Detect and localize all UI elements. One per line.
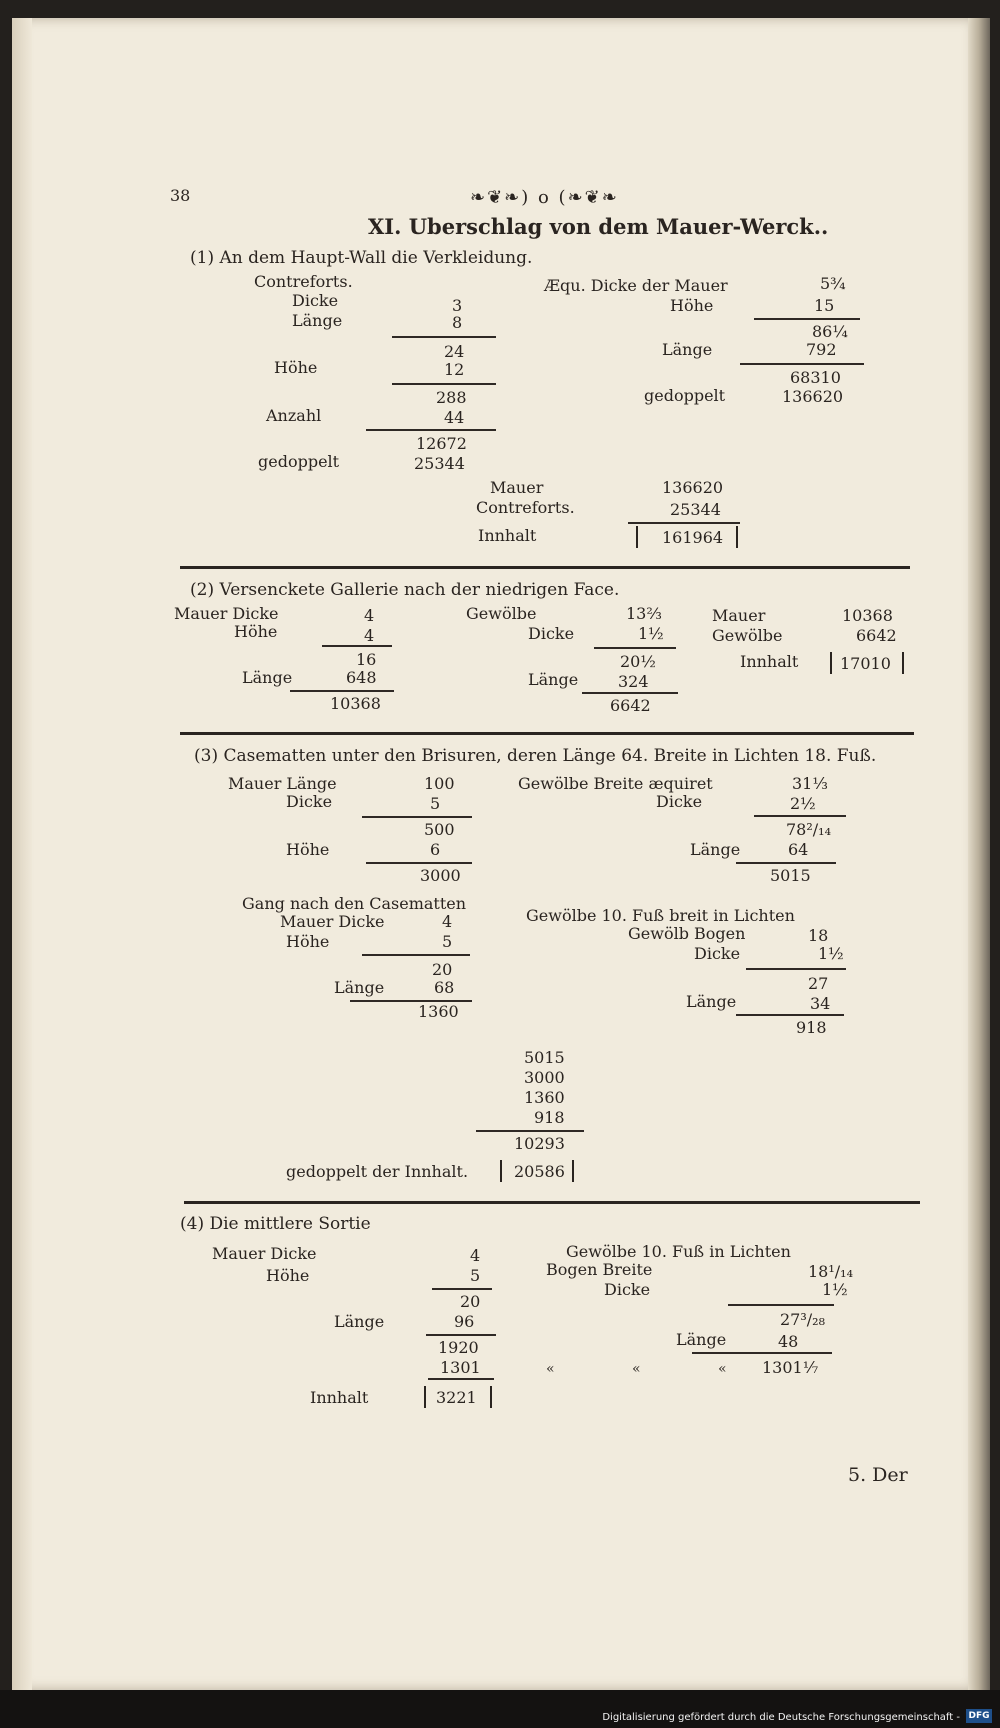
l-value: 96	[454, 1312, 475, 1331]
laenge2-value: 792	[806, 340, 837, 359]
contreforts2-value: 25344	[670, 500, 721, 519]
result: 10368	[330, 694, 381, 713]
innhalt-label: Innhalt	[478, 526, 537, 545]
result: 288	[436, 388, 467, 407]
ditto-mark: «	[632, 1361, 641, 1377]
l-value: 648	[346, 668, 377, 687]
catchword: 5. Der	[848, 1464, 908, 1486]
contreforts2-label: Contreforts.	[476, 498, 575, 517]
mauer-value: 136620	[662, 478, 724, 497]
h2-label: Höhe	[286, 932, 330, 951]
ml-value: 100	[424, 774, 455, 793]
anzahl-label: Anzahl	[266, 406, 322, 425]
l-label: Länge	[334, 1312, 385, 1331]
rule	[362, 954, 470, 956]
anzahl-value: 44	[444, 408, 465, 427]
innhalt-label: Innhalt	[310, 1388, 369, 1407]
rule	[728, 1304, 834, 1306]
rule	[736, 862, 836, 864]
d3-label: Dicke	[694, 944, 741, 963]
result: 918	[796, 1018, 827, 1037]
h-label: Höhe	[286, 840, 330, 859]
footer-credit: Digitalisierung gefördert durch die Deutsche Forschungsgemeinschaft -	[602, 1712, 960, 1723]
hoehe-value: 12	[444, 360, 465, 379]
d2-value: 2½	[790, 794, 816, 813]
result: 1301⅐	[762, 1358, 819, 1377]
rule	[366, 862, 472, 864]
gang-label: Gang nach den Casematten	[242, 894, 467, 913]
result: 27	[808, 974, 829, 993]
result: 500	[424, 820, 455, 839]
sum-item: 918	[534, 1108, 565, 1127]
gedoppelt-value: 25344	[414, 454, 465, 473]
d2-label: Dicke	[656, 792, 703, 811]
dicke-value: 3	[452, 296, 463, 315]
h-value: 4	[364, 626, 375, 645]
page-title: XI. Uberschlag von dem Mauer-Werck..	[368, 214, 829, 239]
sum-item: 3000	[524, 1068, 565, 1087]
page-number: 38	[170, 186, 191, 205]
l3-value: 34	[810, 994, 831, 1013]
l2-label: Länge	[334, 978, 385, 997]
result: 12672	[416, 434, 467, 453]
contreforts-label: Contreforts.	[254, 272, 353, 291]
result: 68310	[790, 368, 841, 387]
hoehe-label: Höhe	[274, 358, 318, 377]
d-value: 5	[430, 794, 441, 813]
gedoppelt-label: gedoppelt der Innhalt.	[286, 1162, 469, 1181]
gb-label: Gewölb Bogen	[628, 924, 746, 943]
sec3-heading: (3) Casematten unter den Brisuren, deren Länge 64. Breite in Lichten 18. Fuß.	[194, 746, 877, 766]
result: 6642	[610, 696, 651, 715]
section-divider	[180, 566, 910, 569]
aequ-value: 5¾	[820, 274, 846, 293]
md-label: Mauer Dicke	[212, 1244, 317, 1263]
rule	[628, 522, 740, 524]
rule	[322, 645, 392, 647]
d-label: Dicke	[286, 792, 333, 811]
rule	[582, 692, 678, 694]
mauer-label: Mauer	[712, 606, 766, 625]
innhalt-label: Innhalt	[740, 652, 799, 671]
ditto-mark: «	[718, 1361, 727, 1377]
rule	[428, 1378, 494, 1380]
ditto-mark: «	[546, 1361, 555, 1377]
result: 20	[432, 960, 453, 979]
dicke-label: Dicke	[292, 291, 339, 310]
rule	[362, 816, 472, 818]
sec2-heading: (2) Versenckete Gallerie nach der niedrigen Face.	[190, 580, 620, 600]
hoehe2-value: 15	[814, 296, 835, 315]
rule	[754, 318, 860, 320]
mauer-label: Mauer	[490, 478, 544, 497]
result: 24	[444, 342, 465, 361]
g10-label: Gewölbe 10. Fuß in Lichten	[566, 1242, 791, 1261]
gb-value: 18	[808, 926, 829, 945]
innhalt-value: 17010	[840, 654, 891, 673]
rule	[432, 1288, 492, 1290]
rule	[476, 1130, 584, 1132]
laenge2-label: Länge	[662, 340, 713, 359]
gedoppelt2-value: 136620	[782, 387, 844, 406]
rule	[692, 1352, 832, 1354]
rule	[736, 1014, 844, 1016]
d-value: 1½	[638, 624, 664, 643]
g10-label: Gewölbe 10. Fuß breit in Lichten	[526, 906, 795, 925]
bb-value: 18¹/₁₄	[808, 1262, 853, 1281]
rule	[392, 383, 496, 385]
gedoppelt2-label: gedoppelt	[644, 386, 726, 405]
result: 5015	[770, 866, 811, 885]
rule	[366, 429, 496, 431]
result: 1301	[440, 1358, 481, 1377]
l-value: 64	[788, 840, 809, 859]
ml-label: Mauer Länge	[228, 774, 337, 793]
dfg-logo: DFG	[966, 1709, 992, 1723]
d-label: Dicke	[604, 1280, 651, 1299]
result: 1920	[438, 1338, 479, 1357]
result: 3000	[420, 866, 461, 885]
l2-value: 48	[778, 1332, 799, 1351]
gba-value: 31⅓	[792, 774, 828, 793]
l3-label: Länge	[686, 992, 737, 1011]
sum-item: 5015	[524, 1048, 565, 1067]
d3-value: 1½	[818, 944, 844, 963]
result: 20	[460, 1292, 481, 1311]
gew-label: Gewölbe	[466, 604, 537, 623]
d-label: Dicke	[528, 624, 575, 643]
rule	[426, 1334, 496, 1336]
rule	[392, 336, 496, 338]
gewoelbe-label: Gewölbe	[712, 626, 783, 645]
sec4-heading: (4) Die mittlere Sortie	[180, 1214, 371, 1234]
d-value: 1½	[822, 1280, 848, 1299]
gba-label: Gewölbe Breite æquiret	[518, 774, 713, 793]
rule	[754, 815, 846, 817]
header-ornament: ❧❦❧) o (❧❦❧	[470, 187, 619, 208]
md-label: Mauer Dicke	[280, 912, 385, 931]
l2-label: Länge	[676, 1330, 727, 1349]
rule	[594, 647, 676, 649]
md-value: 4	[364, 606, 375, 625]
gew-value: 13⅔	[626, 604, 662, 623]
result: 20½	[620, 652, 656, 671]
l2-value: 324	[618, 672, 649, 691]
aequ-label: Æqu. Dicke der Mauer	[544, 276, 728, 295]
innhalt-value: 161964	[662, 528, 724, 547]
section-divider	[180, 732, 914, 735]
h2-value: 5	[442, 932, 453, 951]
l-label: Länge	[690, 840, 741, 859]
h-label: Höhe	[234, 622, 278, 641]
gewoelbe-value: 6642	[856, 626, 897, 645]
md-value: 4	[470, 1246, 481, 1265]
laenge-label: Länge	[292, 311, 343, 330]
hoehe2-label: Höhe	[670, 296, 714, 315]
l2-label: Länge	[528, 670, 579, 689]
innhalt-value: 3221	[436, 1388, 477, 1407]
rule	[290, 690, 394, 692]
total: 10293	[514, 1134, 565, 1153]
h-label: Höhe	[266, 1266, 310, 1285]
md-label: Mauer Dicke	[174, 604, 279, 623]
sum-item: 1360	[524, 1088, 565, 1107]
laenge-value: 8	[452, 313, 463, 332]
mauer-value: 10368	[842, 606, 893, 625]
gedoppelt-label: gedoppelt	[258, 452, 340, 471]
page-gutter	[12, 18, 32, 1690]
h-value: 5	[470, 1266, 481, 1285]
l-label: Länge	[242, 668, 293, 687]
bb-label: Bogen Breite	[546, 1260, 653, 1279]
result: 86¼	[812, 322, 848, 341]
md-value: 4	[442, 912, 453, 931]
gedoppelt-value: 20586	[514, 1162, 565, 1181]
result: 1360	[418, 1002, 459, 1021]
rule	[746, 968, 846, 970]
rule	[740, 363, 864, 365]
result: 78²/₁₄	[786, 820, 831, 839]
l2-value: 68	[434, 978, 455, 997]
h-value: 6	[430, 840, 441, 859]
section-divider	[184, 1201, 920, 1204]
result: 16	[356, 650, 377, 669]
book-page	[12, 18, 978, 1690]
result: 27³/₂₈	[780, 1310, 825, 1329]
sec1-heading: (1) An dem Haupt-Wall die Verkleidung.	[190, 248, 533, 268]
page-right-edge	[968, 18, 990, 1690]
